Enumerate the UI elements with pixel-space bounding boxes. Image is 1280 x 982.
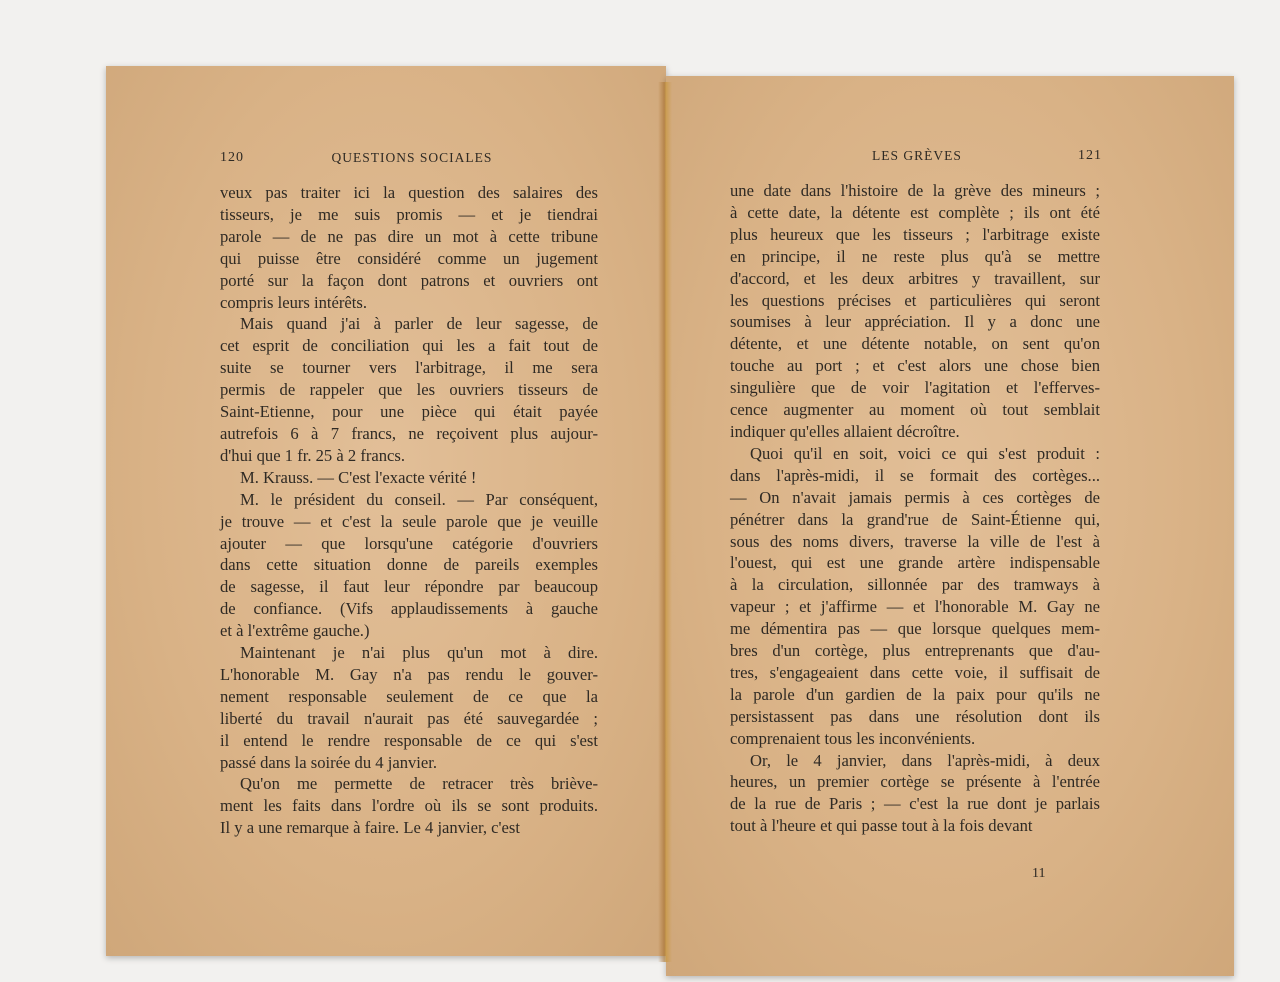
text-line: parole — de ne pas dire un mot à cette tribune: [220, 226, 598, 246]
left-page: [106, 66, 666, 956]
right-page-text: [730, 180, 1100, 837]
text-line: plus heureux que les tisseurs ; l'arbitrage existe: [730, 224, 1100, 244]
text-line: nement responsable seulement de ce que la: [220, 686, 598, 706]
right-running-header: LES GRÈVES: [872, 148, 962, 163]
text-line: Il y a une remarque à faire. Le 4 janvier, c'est: [220, 818, 520, 838]
text-line: à la circulation, sillonnée par des tramways à: [730, 575, 1100, 595]
book-gutter: [658, 82, 672, 962]
text-line: passé dans la soirée du 4 janvier.: [220, 752, 438, 772]
text-line: dans cette situation donne de pareils exemples: [220, 555, 598, 575]
text-line: d'accord, et les deux arbitres y travaillent, sur: [730, 268, 1100, 288]
text-line: ajouter — que lorsqu'une catégorie d'ouvriers: [220, 533, 598, 553]
text-line: vapeur ; et j'affirme — et l'honorable M. Gay ne: [730, 597, 1100, 617]
signature-mark: 11: [1032, 866, 1046, 881]
text-line: Or, le 4 janvier, dans l'après-midi, à deux: [750, 750, 1100, 770]
text-line: heures, un premier cortège se présente à l'entrée: [730, 772, 1100, 792]
text-line: comprenaient tous les inconvénients.: [730, 728, 976, 748]
text-line: il entend le rendre responsable de ce qui s'est: [220, 730, 598, 750]
text-line: Quoi qu'il en soit, voici ce qui s'est produit :: [750, 443, 1100, 463]
text-line: M. le président du conseil. — Par conséquent,: [240, 489, 598, 509]
text-line: d'hui que 1 fr. 25 à 2 francs.: [220, 445, 406, 465]
left-page-number: 120: [220, 150, 244, 165]
text-line: — On n'avait jamais permis à ces cortèges de: [730, 487, 1100, 507]
text-line: Qu'on me permette de retracer très briève-: [240, 774, 598, 794]
left-running-header: QUESTIONS SOCIALES: [331, 150, 493, 165]
text-line: la parole d'un gardien de la paix pour qu'ils ne: [730, 684, 1100, 704]
text-line: à cette date, la détente est complète ; ils ont été: [730, 202, 1100, 222]
text-line: porté sur la façon dont patrons et ouvriers ont: [220, 270, 598, 290]
text-line: permis de rappeler que les ouvriers tisseurs de: [220, 380, 598, 400]
open-book: [106, 62, 1242, 962]
text-line: l'ouest, qui est une grande artère indispensable: [730, 553, 1100, 573]
text-line: je trouve — et c'est la seule parole que je veuille: [220, 511, 598, 531]
text-line: détente, et une détente notable, on sent qu'on: [730, 334, 1100, 354]
text-line: touche au port ; et c'est alors une chose bien: [730, 356, 1100, 376]
text-line: cet esprit de conciliation qui les a fait tout de: [220, 336, 598, 356]
right-page: [666, 76, 1234, 976]
text-line: liberté du travail n'aurait pas été sauvegardée ;: [220, 708, 598, 728]
right-page-header: [732, 148, 1102, 168]
text-line: soumises à leur appréciation. Il y a donc une: [730, 312, 1100, 332]
text-line: veux pas traiter ici la question des salaires des: [220, 183, 598, 202]
text-line: L'honorable M. Gay n'a pas rendu le gouver-: [220, 664, 598, 684]
text-line: singulière que de voir l'agitation et l'efferves-: [730, 378, 1100, 398]
text-line: bres d'un cortège, plus entreprenants que d'au-: [730, 641, 1100, 661]
text-line: M. Krauss. — C'est l'exacte vérité !: [240, 467, 477, 487]
text-line: dans l'après-midi, il se formait des cortèges...: [730, 465, 1100, 485]
text-line: et à l'extrême gauche.): [220, 621, 370, 641]
left-page-header: [220, 150, 604, 170]
text-line: de la rue de Paris ; — c'est la rue dont je parlais: [730, 794, 1100, 814]
text-line: Saint-Etienne, pour une pièce qui était payée: [220, 402, 598, 422]
text-line: sous des noms divers, traverse la ville de l'est à: [730, 531, 1100, 551]
text-line: tout à l'heure et qui passe tout à la fois devant: [730, 816, 1033, 836]
text-line: qui puisse être considéré comme un jugement: [220, 248, 598, 268]
text-line: de sagesse, il faut leur répondre par beaucoup: [220, 577, 598, 597]
text-line: de confiance. (Vifs applaudissements à gauche: [220, 599, 598, 619]
left-page-text: [220, 182, 598, 839]
right-page-number: 121: [1078, 148, 1102, 163]
text-line: cence augmenter au moment où tout semblait: [730, 400, 1100, 420]
text-line: tres, s'engageaient dans cette voie, il suffisait de: [730, 662, 1100, 682]
text-line: autrefois 6 à 7 francs, ne reçoivent plus aujour-: [220, 423, 598, 443]
text-line: Maintenant je n'ai plus qu'un mot à dire.: [240, 643, 598, 663]
text-line: suite se tourner vers l'arbitrage, il me sera: [220, 358, 598, 378]
text-line: indiquer qu'elles allaient décroître.: [730, 421, 960, 441]
text-line: Mais quand j'ai à parler de leur sagesse, de: [240, 314, 598, 334]
text-line: ment les faits dans l'ordre où ils se sont produits.: [220, 796, 598, 816]
text-line: me démentira pas — que lorsque quelques mem-: [730, 619, 1100, 639]
text-line: compris leurs intérêts.: [220, 292, 368, 312]
text-line: pénétrer dans la grand'rue de Saint-Étienne qui,: [730, 509, 1100, 529]
text-line: en principe, il ne reste plus qu'à se mettre: [730, 246, 1100, 266]
text-line: tisseurs, je me suis promis — et je tiendrai: [220, 204, 598, 224]
text-line: persistassent pas dans une résolution dont ils: [730, 706, 1100, 726]
text-line: une date dans l'histoire de la grève des mineurs ;: [730, 181, 1100, 200]
text-line: les questions précises et particulières qui seront: [730, 290, 1100, 310]
